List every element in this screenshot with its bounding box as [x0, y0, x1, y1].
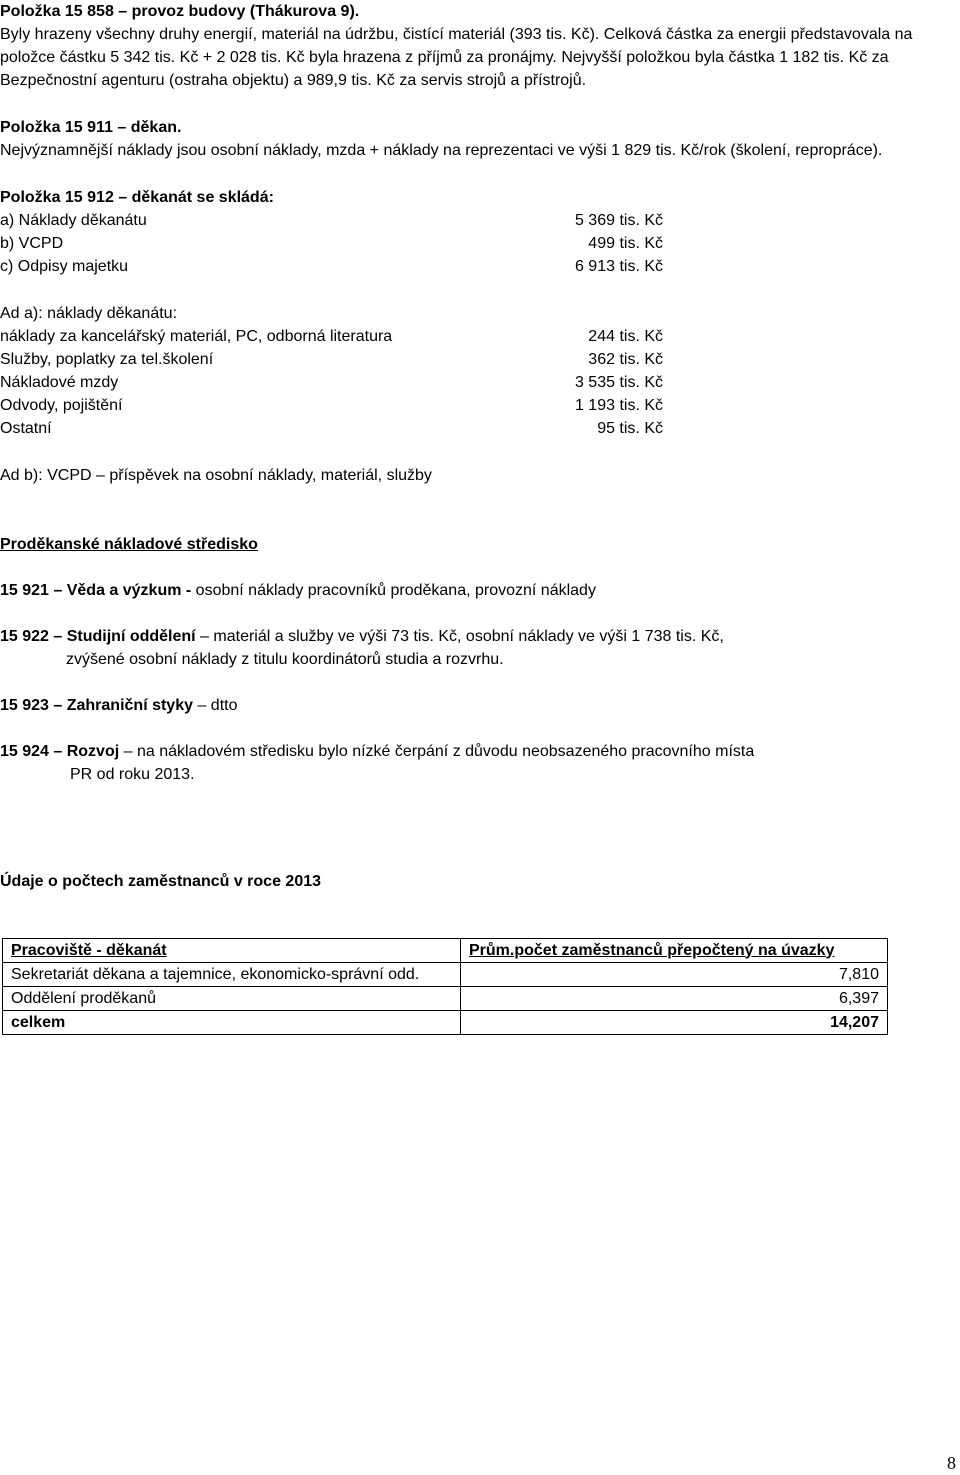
section-15922-text: – materiál a služby ve výši 73 tis. Kč, osobní náklady ve výši 1 738 tis. Kč, [195, 628, 724, 645]
table-row [3, 963, 888, 987]
section-15921 [0, 579, 596, 602]
table-header-cell: Pracoviště - děkanát [3, 939, 461, 963]
list-item-value: 1 193 tis. Kč [574, 397, 663, 414]
list-item-value: 6 913 tis. Kč [574, 258, 663, 275]
list-item: náklady za kancelářský materiál, PC, odborná literatura [0, 328, 393, 345]
list-item: Odvody, pojištění [0, 397, 123, 414]
table-cell: Oddělení proděkanů [3, 987, 461, 1011]
section-15922 [0, 625, 724, 648]
list-item: b) VCPD [0, 235, 64, 252]
list-item: Nákladové mzdy [0, 374, 119, 391]
section-15858-line1: Byly hrazeny všechny druhy energií, materiál na údržbu, čistící materiál (393 tis. Kč). Celková částka za energii představovala na [0, 26, 913, 43]
section-15911-line1: Nejvýznamnější náklady jsou osobní náklady, mzda + náklady na reprezentaci ve výši 1 829 tis. Kč/rok (školení, repropráce). [0, 142, 883, 159]
section-15858-line3: Bezpečnostní agenturu (ostraha objektu) a 989,9 tis. Kč za servis strojů a přístrojů. [0, 72, 587, 89]
section-15923 [0, 694, 237, 717]
list-item-value: 499 tis. Kč [588, 235, 663, 252]
section-15912-title: Položka 15 912 – děkanát se skládá: [0, 189, 274, 206]
section-ad-a [0, 302, 700, 442]
section-15858 [0, 0, 960, 92]
table-cell: 14,207 [461, 1011, 888, 1035]
table-cell: 6,397 [461, 987, 888, 1011]
list-item: Služby, poplatky za tel.školení [0, 351, 214, 368]
list-item: Ostatní [0, 420, 52, 437]
section-ad-a-title: Ad a): náklady děkanátu: [0, 305, 178, 322]
list-item-value: 362 tis. Kč [588, 351, 663, 368]
list-item-value: 95 tis. Kč [597, 420, 663, 437]
list-item-value: 244 tis. Kč [588, 328, 663, 345]
section-15924-label: 15 924 – Rozvoj [0, 743, 120, 760]
list-item-value: 5 369 tis. Kč [574, 212, 663, 229]
list-item-value: 3 535 tis. Kč [574, 374, 663, 391]
employees-table [2, 938, 888, 1035]
table-header-row [3, 939, 888, 963]
list-item: a) Náklady děkanátu [0, 212, 147, 229]
page-number: 8 [947, 1453, 956, 1473]
table-cell: celkem [3, 1011, 461, 1035]
section-15923-text: – dtto [193, 697, 238, 714]
section-15912 [0, 186, 700, 286]
section-15922-cont: zvýšené osobní náklady z titulu koordinátorů studia a rozvrhu. [66, 651, 504, 668]
prodekan-heading: Proděkanské nákladové středisko [0, 536, 258, 553]
section-15923-label: 15 923 – Zahraniční styky [0, 697, 193, 714]
table-cell: 7,810 [461, 963, 888, 987]
section-ad-b: Ad b): VCPD – příspěvek na osobní náklady, materiál, služby [0, 467, 432, 484]
section-15924-text: – na nákladovém středisku bylo nízké čerpání z důvodu neobsazeného pracovního místa [119, 743, 755, 760]
table-cell: Sekretariát děkana a tajemnice, ekonomicko-správní odd. [3, 963, 461, 987]
section-15924 [0, 740, 754, 763]
section-15911-title: Položka 15 911 – děkan. [0, 119, 182, 136]
section-15922-label: 15 922 – Studijní oddělení [0, 628, 196, 645]
section-15921-text: osobní náklady pracovníků proděkana, provozní náklady [191, 582, 596, 599]
section-15858-title: Položka 15 858 – provoz budovy (Thákurova 9). [0, 3, 360, 20]
table-row [3, 987, 888, 1011]
table-header-cell: Prům.počet zaměstnanců přepočtený na úvazky [461, 939, 888, 963]
section-15858-line2: položce částku 5 342 tis. Kč + 2 028 tis. Kč byla hrazena z příjmů za pronájmy. Nejvyšší položkou byla částka 1 182 tis. Kč za [0, 49, 889, 66]
table-total-row [3, 1011, 888, 1035]
section-15921-label: 15 921 – Věda a výzkum - [0, 582, 192, 599]
section-15911 [0, 116, 882, 162]
list-item: c) Odpisy majetku [0, 258, 129, 275]
section-15924-cont: PR od roku 2013. [70, 766, 195, 783]
employees-heading: Údaje o počtech zaměstnanců v roce 2013 [0, 873, 322, 890]
